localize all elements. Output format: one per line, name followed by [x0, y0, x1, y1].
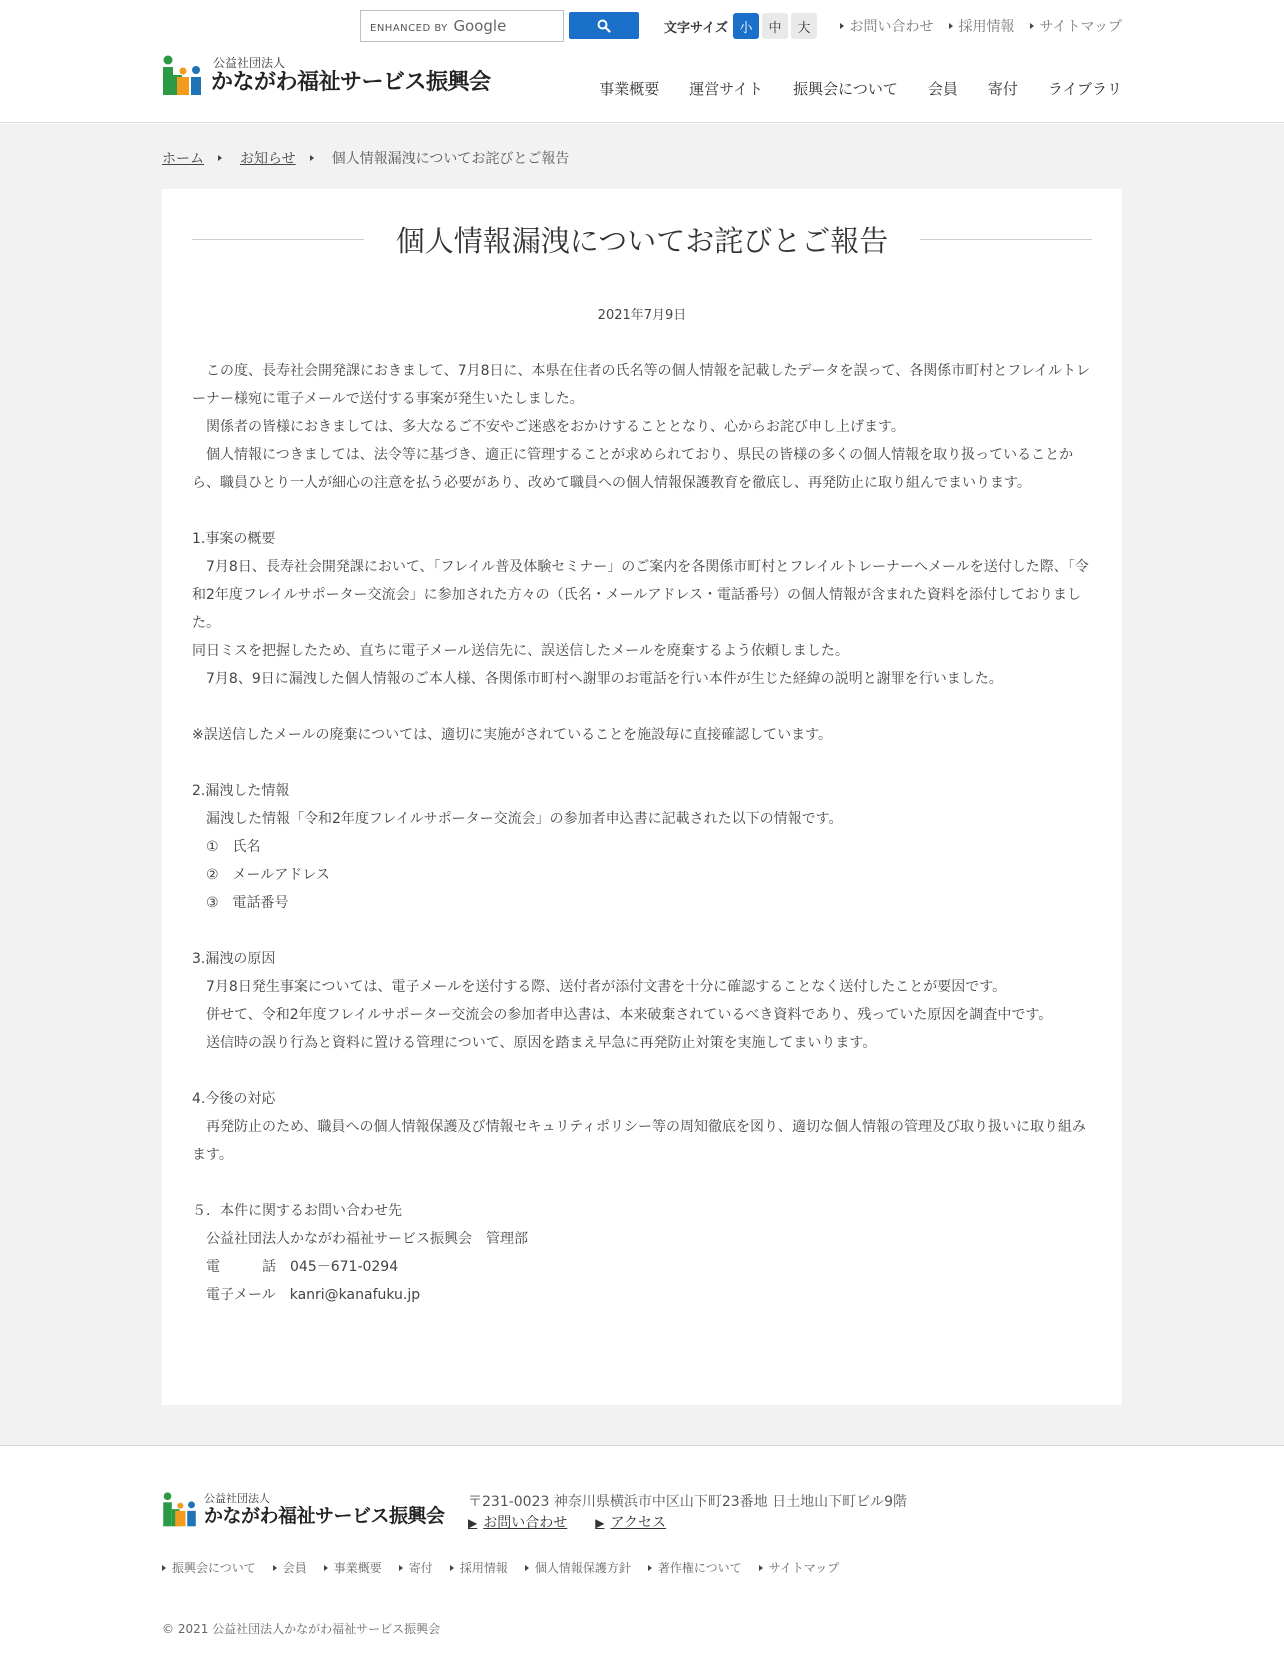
blank-line [192, 917, 1098, 945]
arrow-icon [648, 1565, 652, 1571]
article-paragraph: 漏洩した情報「令和2年度フレイルサポーター交流会」の参加者申込書に記載された以下の情報です。 [192, 811, 843, 827]
article-body [192, 357, 1098, 1309]
article-paragraph: 個人情報につきましては、法令等に基づき、適正に管理することが求められており、県民の皆様の多くの個人情報を取り扱っていることから、職員ひとり一人が細心の注意を払う必要があり、改めて職員への個人情報保護教育を徹底し、再発防止に取り組んでまいります。 [192, 447, 1074, 491]
blank-line [192, 693, 1098, 721]
title-divider-right [920, 239, 1092, 240]
search-icon [597, 19, 611, 33]
copyright: © 2021 公益社団法人かながわ福祉サービス振興会 [162, 1622, 441, 1636]
footer-nav-recruit[interactable]: 採用情報 [450, 1559, 508, 1576]
article-paragraph: この度、長寿社会開発課におきまして、7月8日に、本県在住者の氏名等の個人情報を記載したデータを誤って、各関係市町村とフレイルトレーナー様宛に電子メールで送付する事案が発生いたしました。 [192, 363, 1090, 407]
arrow-icon [273, 1565, 277, 1571]
title-divider-left [192, 239, 364, 240]
arrow-icon [162, 1565, 166, 1571]
footer-nav-sitemap[interactable]: サイトマップ [759, 1559, 840, 1576]
article-paragraph: ① 氏名 [192, 839, 261, 855]
breadcrumb-current: 個人情報漏洩についてお詫びとご報告 [331, 151, 570, 167]
article-paragraph: 2.漏洩した情報 [192, 783, 290, 799]
article-paragraph: 7月8、9日に漏洩した個人情報のご本人様、各関係市町村へ謝罪のお電話を行い本件が生じた経緯の説明と謝罪を行いました。 [192, 671, 1003, 687]
footer-nav [162, 1559, 856, 1576]
nav-item-donation[interactable]: 寄付 [987, 80, 1018, 98]
nav-item-sites[interactable]: 運営サイト [689, 80, 764, 98]
font-size-selector [664, 13, 820, 39]
footer-nav-about[interactable]: 振興会について [162, 1559, 256, 1576]
article-paragraph: 電 話 045－671-0294 [192, 1259, 399, 1275]
blank-line [192, 1057, 1098, 1085]
blank-line [192, 497, 1098, 525]
footer-logo[interactable] [162, 1492, 445, 1528]
article-paragraph: ② メールアドレス [192, 867, 330, 883]
logo-subtitle: 公益社団法人 [213, 56, 286, 70]
footer-nav-privacy[interactable]: 個人情報保護方針 [525, 1559, 631, 1576]
article-paragraph: ５．本件に関するお問い合わせ先 [192, 1203, 402, 1219]
footer-logo-subtitle: 公益社団法人 [204, 1492, 270, 1505]
article-paragraph: 7月8日発生事案については、電子メールを送付する際、送付者が添付文書を十分に確認することなく送付したことが要因です。 [192, 979, 1007, 995]
search-button[interactable] [569, 12, 639, 39]
article-paragraph: 関係者の皆様におきましては、多大なるご不安やご迷惑をおかけすることとなり、心からお詫び申し上げます。 [192, 419, 905, 435]
article-paragraph: 7月8日、長寿社会開発課において、「フレイル普及体験セミナー」のご案内を各関係市町村とフレイルトレーナーへメールを送付した際、「令和2年度フレイルサポーター交流会」に参加された方々の（氏名・メールアドレス・電話番号）の個人情報が含まれた資料を添付しておりました。 [192, 559, 1089, 631]
font-size-label: 文字サイズ [664, 20, 728, 36]
utility-links [825, 16, 1122, 36]
site-footer [0, 1447, 1284, 1668]
font-size-small-button[interactable]: 小 [733, 13, 759, 39]
search-placeholder: ENHANCED BY Google [370, 17, 507, 35]
recruit-link[interactable]: 採用情報 [949, 16, 1015, 36]
footer-access-link[interactable]: ▶ アクセス [595, 1513, 666, 1534]
breadcrumb [162, 148, 569, 168]
breadcrumb-home[interactable]: ホーム [162, 151, 204, 167]
font-size-medium-button[interactable]: 中 [762, 13, 788, 39]
arrow-icon [949, 23, 953, 29]
logo-title: かながわ福祉サービス振興会 [211, 70, 491, 95]
article-card [162, 189, 1122, 1405]
arrow-icon [759, 1565, 763, 1571]
footer-logo-title: かながわ福祉サービス振興会 [204, 1505, 445, 1527]
article-paragraph: ③ 電話番号 [192, 895, 289, 911]
contact-link[interactable]: お問い合わせ [840, 16, 934, 36]
article-date: 2021年7月9日 [597, 308, 687, 323]
footer-address: 〒231-0023 神奈川県横浜市中区山下町23番地 日土地山下町ビル9階 [468, 1494, 908, 1510]
article-paragraph: 1.事案の概要 [192, 531, 276, 547]
footer-contact-link[interactable]: ▶ お問い合わせ [468, 1513, 567, 1534]
breadcrumb-arrow-icon [218, 155, 222, 161]
article-paragraph: 併せて、令和2年度フレイルサポーター交流会の参加者申込書は、本来破棄されているべき資料であり、残っていた原因を調査中です。 [192, 1007, 1053, 1023]
article-paragraph: 電子メール kanri@kanafuku.jp [192, 1287, 421, 1303]
arrow-icon [1030, 23, 1034, 29]
breadcrumb-arrow-icon [310, 155, 314, 161]
site-header [0, 0, 1284, 123]
font-size-large-button[interactable]: 大 [791, 13, 817, 39]
play-icon: ▶ [595, 1516, 605, 1530]
article-paragraph: 同日ミスを把握したため、直ちに電子メール送信先に、誤送信したメールを廃棄するよう依頼しました。 [192, 643, 849, 659]
footer-nav-donation[interactable]: 寄付 [399, 1559, 433, 1576]
arrow-icon [840, 23, 844, 29]
page-title: 個人情報漏洩についてお詫びとご報告 [395, 223, 889, 258]
arrow-icon [399, 1565, 403, 1571]
article-paragraph: 送信時の誤り行為と資料に置ける管理について、原因を踏まえ早急に再発防止対策を実施してまいります。 [192, 1035, 877, 1051]
arrow-icon [525, 1565, 529, 1571]
article-title-row [192, 219, 1092, 259]
search-input[interactable] [360, 10, 564, 42]
site-logo[interactable] [162, 55, 491, 97]
breadcrumb-news[interactable]: お知らせ [240, 151, 296, 167]
play-icon: ▶ [468, 1516, 478, 1530]
nav-item-members[interactable]: 会員 [927, 80, 958, 98]
global-nav [569, 78, 1122, 99]
arrow-icon [450, 1565, 454, 1571]
article-paragraph: 公益社団法人かながわ福祉サービス振興会 管理部 [192, 1231, 528, 1247]
logo-mark-icon [162, 1492, 197, 1528]
article-paragraph: 4.今後の対応 [192, 1091, 276, 1107]
nav-item-library[interactable]: ライブラリ [1047, 80, 1122, 98]
sitemap-link[interactable]: サイトマップ [1030, 16, 1122, 36]
article-paragraph: 再発防止のため、職員への個人情報保護及び情報セキュリティポリシー等の周知徹底を図り、適切な個人情報の管理及び取り扱いに取り組みます。 [192, 1119, 1087, 1163]
nav-item-about[interactable]: 振興会について [793, 80, 898, 98]
nav-item-business[interactable]: 事業概要 [599, 80, 660, 98]
blank-line [192, 749, 1098, 777]
footer-nav-business[interactable]: 事業概要 [324, 1559, 382, 1576]
article-paragraph: ※誤送信したメールの廃棄については、適切に実施がされていることを施設毎に直接確認しています。 [192, 727, 833, 743]
logo-mark-icon [162, 55, 202, 97]
article-paragraph: 3.漏洩の原因 [192, 951, 276, 967]
footer-nav-members[interactable]: 会員 [273, 1559, 307, 1576]
footer-address-block [468, 1492, 907, 1534]
footer-nav-copyright[interactable]: 著作権について [648, 1559, 742, 1576]
arrow-icon [324, 1565, 328, 1571]
blank-line [192, 1169, 1098, 1197]
